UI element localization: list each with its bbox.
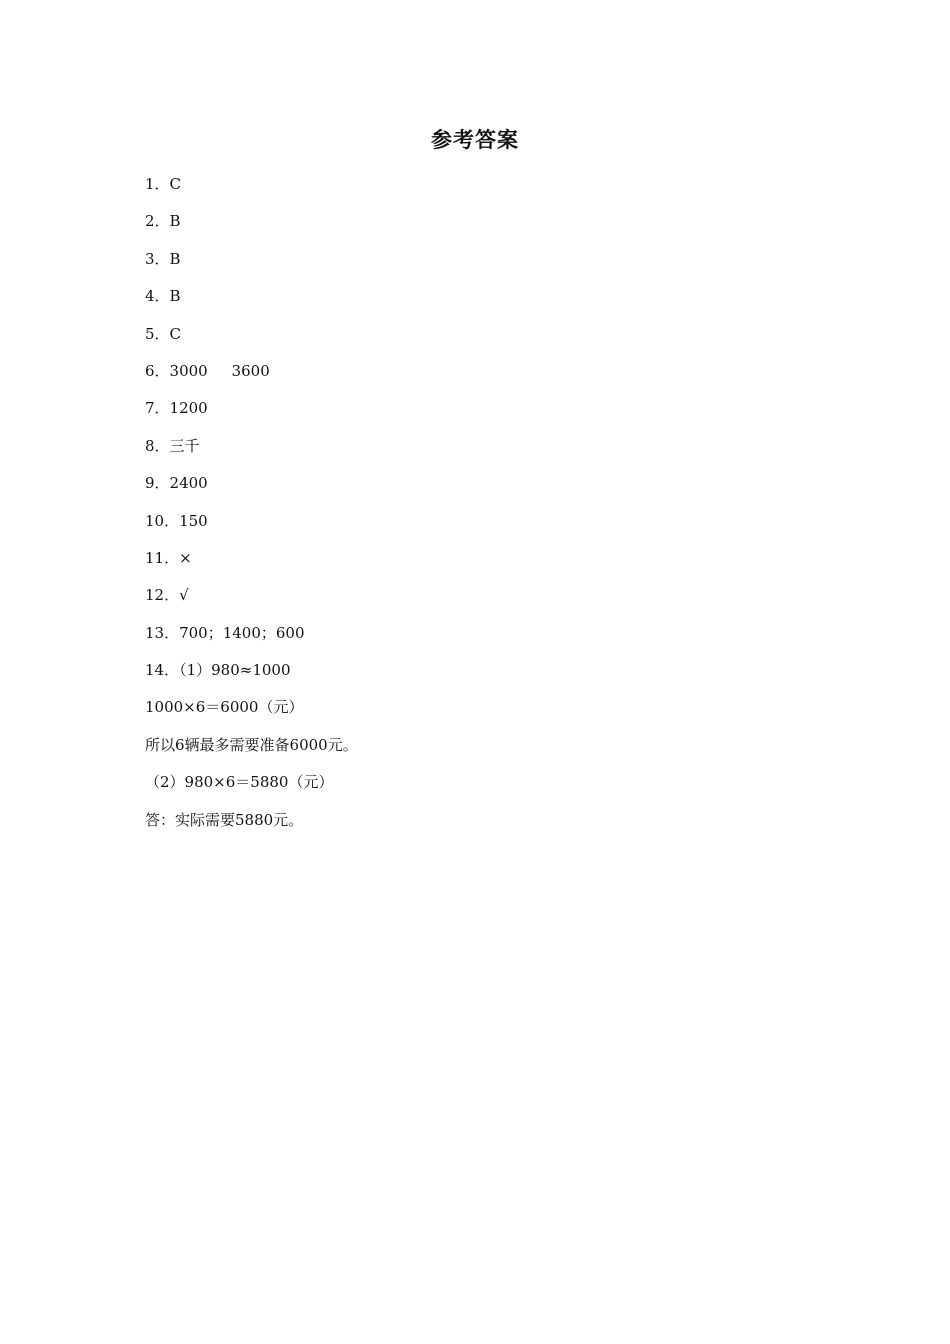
answer-line: 7．1200 xyxy=(145,399,208,418)
answer-line: （2）980×6＝5880（元） xyxy=(145,773,334,792)
page-title: 参考答案 xyxy=(431,127,519,152)
answer-line: 10．150 xyxy=(145,511,208,530)
answer-line: 13．700；1400；600 xyxy=(145,623,305,642)
answer-line: 8．三千 xyxy=(145,436,200,455)
answer-line: 1．C xyxy=(145,175,182,193)
answer-line: 11．× xyxy=(145,548,192,567)
answer-line: 12．√ xyxy=(145,586,189,605)
answer-line: 3．B xyxy=(145,249,181,268)
answer-line: 2．B xyxy=(145,212,181,231)
answer-line: 所以6辆最多需要准备6000元。 xyxy=(145,735,358,754)
answer-line: 答：实际需要5880元。 xyxy=(145,810,304,829)
answer-line: 9．2400 xyxy=(145,474,208,493)
answer-list xyxy=(145,171,825,844)
answer-line: 14．（1）980≈1000 xyxy=(145,661,291,680)
answer-line: 6．3000 3600 xyxy=(145,361,270,380)
answer-line: 1000×6＝6000（元） xyxy=(145,698,304,717)
answer-line: 4．B xyxy=(145,287,181,306)
answer-line: 5．C xyxy=(145,324,182,343)
